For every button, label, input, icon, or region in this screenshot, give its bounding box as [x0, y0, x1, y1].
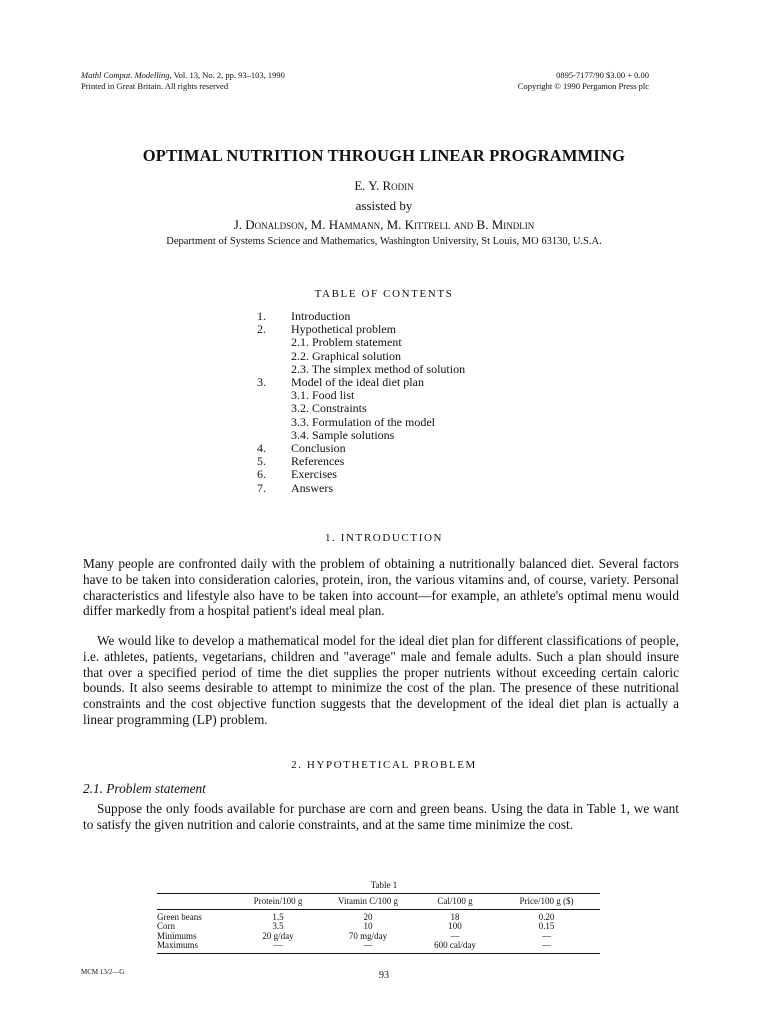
- header-cell: [157, 894, 237, 910]
- journal-citation: [81, 70, 285, 92]
- toc-item: [252, 482, 465, 495]
- toc-text: Exercises: [291, 467, 337, 482]
- table-cell: —: [450, 930, 460, 941]
- affiliation: Department of Systems Science and Mathematics, Washington University, St Louis, MO 63130, U.S.A.: [166, 236, 602, 247]
- table-cell: 20 g/day: [262, 930, 294, 941]
- row-label: Green beans: [157, 911, 202, 922]
- toc-item: [252, 442, 465, 455]
- table-cell: 70 mg/day: [348, 930, 388, 941]
- nutrition-table: [157, 893, 600, 954]
- toc-text: 3.4. Sample solutions: [291, 427, 395, 442]
- table-cell: 18: [450, 911, 460, 922]
- copyright-notice: Copyright © 1990 Pergamon Press plc: [517, 81, 649, 91]
- page-number: 93: [379, 970, 389, 981]
- table-cell: —: [493, 941, 600, 953]
- table-cell: 100: [448, 921, 462, 932]
- printed-note: Printed in Great Britain. All rights reserved: [81, 81, 229, 91]
- table-cell: 600 cal/day: [417, 941, 493, 953]
- assistants: J. Donaldson, M. Hammann, M. Kittrell and B. Mindlin: [233, 217, 535, 232]
- intro-paragraph-2: We would like to develop a mathematical model for the ideal diet plan for different classifications of people, i.e. athletes, patients, vegetarians, children and "average" male and female adults. Such a plan should insure that over a specified period of time the diet supplies the proper nutrients without exceeding certain caloric bounds. It also seems desirable to attempt to minimize the cost of the plan. The presence of these nutritional constraints and the cost objective function suggests that the development of the ideal diet plan is actually a linear programming (LP) problem.: [83, 633, 679, 727]
- table-row: [157, 909, 600, 922]
- section-heading-hypothetical: 2. HYPOTHETICAL PROBLEM: [291, 759, 477, 771]
- row-label: Corn: [157, 921, 175, 932]
- problem-paragraph: Suppose the only foods available for purchase are corn and green beans. Using the data in Table 1, we want to satisfy the given nutrition and calorie constraints, and at the same time minimize the cost.: [83, 801, 679, 832]
- table-cell: —: [319, 941, 417, 953]
- toc-number: 2.: [257, 322, 266, 337]
- table-caption: Table 1: [370, 880, 398, 890]
- section-heading-introduction: 1. INTRODUCTION: [324, 532, 444, 544]
- table-cell: —: [237, 941, 319, 953]
- toc-text: 2.1. Problem statement: [291, 335, 402, 350]
- row-label: Minimums: [157, 930, 197, 941]
- paper-title: OPTIMAL NUTRITION THROUGH LINEAR PROGRAMMING: [142, 146, 626, 165]
- table-row: [157, 932, 600, 942]
- header-cell: Vitamin C/100 g: [319, 894, 417, 910]
- table-cell: 3.5: [272, 921, 284, 932]
- toc-subitem: [252, 402, 465, 415]
- toc-text: Introduction: [291, 309, 351, 323]
- toc-subitem: [252, 350, 465, 363]
- toc-text: Conclusion: [291, 441, 346, 456]
- table-cell: 10: [363, 921, 373, 932]
- row-label: Maximums: [157, 941, 237, 953]
- header-cell: Cal/100 g: [417, 894, 493, 910]
- table-of-contents: [252, 310, 465, 495]
- intro-paragraph-1: Many people are confronted daily with the problem of obtaining a nutritionally balanced diet. Several factors have to be taken into consideration calories, protein, iron, the various vitamins and, of course, variety. Personal characteristics and lifestyle also have to be taken into account—for example, an athlete's optimal menu would differ markedly from a hospital patient's ideal meal plan.: [83, 556, 679, 619]
- toc-number: 6.: [257, 467, 266, 482]
- toc-number: 1.: [257, 309, 266, 323]
- toc-text: Model of the ideal diet plan: [291, 375, 424, 390]
- journal-volume: , Vol. 13, No. 2, pp. 93–103, 1990: [169, 70, 285, 80]
- journal-name: Mathl Comput. Modelling: [81, 70, 170, 80]
- issn-price: 0895-7177/90 $3.00 + 0.00: [556, 70, 649, 80]
- toc-heading: TABLE OF CONTENTS: [314, 288, 454, 300]
- toc-text: 3.1. Food list: [291, 388, 355, 403]
- toc-number: 3.: [257, 375, 266, 390]
- copyright-block: [518, 70, 649, 92]
- table-cell: 0.15: [538, 921, 555, 932]
- toc-text: 3.2. Constraints: [291, 401, 367, 416]
- toc-subitem: [252, 429, 465, 442]
- header-cell: Protein/100 g: [237, 894, 319, 910]
- toc-text: References: [291, 454, 345, 469]
- assisted-by: assisted by: [355, 198, 413, 213]
- toc-subitem: [252, 416, 465, 429]
- table-row: [157, 941, 600, 953]
- toc-number: 5.: [257, 454, 266, 469]
- table-cell: 0.20: [538, 911, 555, 922]
- footer-code: MCM 13/2—G: [81, 968, 125, 976]
- table-header-row: [157, 894, 600, 910]
- toc-text: Hypothetical problem: [291, 322, 396, 337]
- toc-number: 7.: [257, 480, 266, 495]
- table-cell: —: [542, 930, 551, 941]
- toc-text: 2.2. Graphical solution: [291, 348, 401, 363]
- toc-text: Answers: [291, 480, 333, 495]
- table-cell: 1.5: [272, 911, 284, 922]
- header-cell: Price/100 g ($): [493, 894, 600, 910]
- toc-text: 3.3. Formulation of the model: [291, 414, 435, 429]
- toc-item: [252, 468, 465, 481]
- toc-item: [252, 455, 465, 468]
- toc-subitem: [252, 336, 465, 349]
- subsection-heading: 2.1. Problem statement: [83, 781, 206, 796]
- toc-text: 2.3. The simplex method of solution: [291, 361, 466, 376]
- author: E. Y. Rodin: [354, 178, 414, 193]
- table-cell: 20: [363, 911, 373, 922]
- toc-item: [252, 376, 465, 389]
- toc-number: 4.: [257, 441, 266, 456]
